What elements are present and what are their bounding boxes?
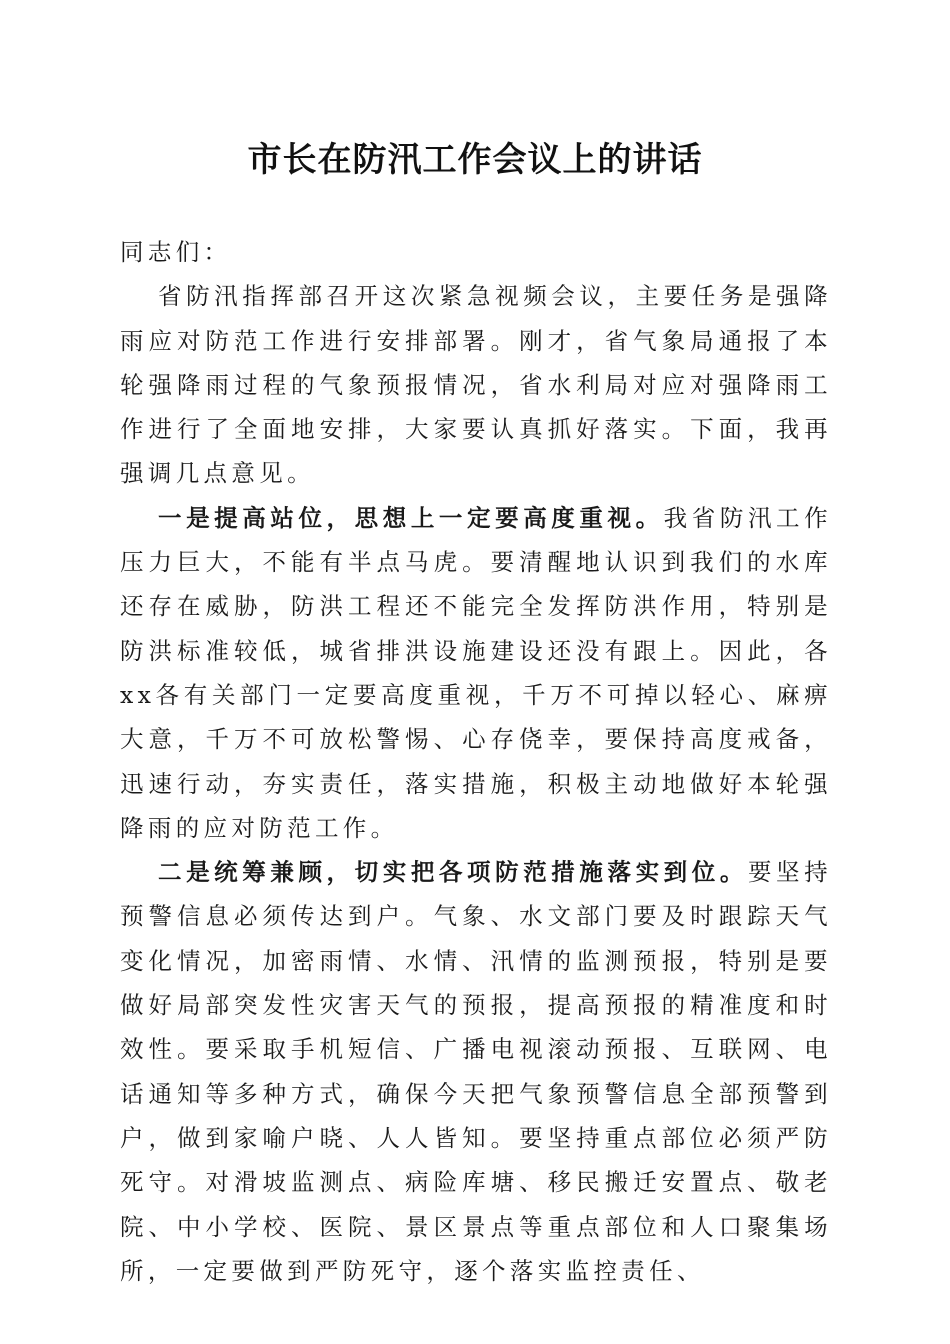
document-title: 市长在防汛工作会议上的讲话 <box>247 140 703 180</box>
paragraph-lead: 一是提高站位，思想上一定要高度重视。 <box>158 503 664 532</box>
paragraph-lead: 二是统筹兼顾，切实把各项防范措施落实到位。 <box>158 858 748 887</box>
paragraph-point-one <box>120 496 832 850</box>
paragraph-intro <box>120 274 832 495</box>
paragraph-point-two <box>120 850 832 1293</box>
paragraph-text: 省防汛指挥部召开这次紧急视频会议，主要任务是强降雨应对防范工作进行安排部署。刚才，省气象局通报了本轮强降雨过程的气象预报情况，省水利局对应对强降雨工作进行了全面地安排，大家要认真抓好落实。下面，我再强调几点意见。 <box>120 282 832 488</box>
paragraph-text: 要坚持预警信息必须传达到户。气象、水文部门要及时跟踪天气变化情况，加密雨情、水情、汛情的监测预报，特别是要做好局部突发性灾害天气的预报，提高预报的精准度和时效性。要采取手机短信、广播电视滚动预报、互联网、电话通知等多种方式，确保今天把气象预警信息全部预警到户，做到家喻户晓、人人皆知。要坚持重点部位必须严防死守。对滑坡监测点、病险库塘、移民搬迁安置点、敬老院、中小学校、医院、景区景点等重点部位和人口聚集场所，一定要做到严防死守，逐个落实监控责任、 <box>120 858 832 1285</box>
document-body <box>120 230 832 1293</box>
salutation: 同志们： <box>120 238 232 266</box>
paragraph-text: 我省防汛工作压力巨大，不能有半点马虎。要清醒地认识到我们的水库还存在威胁，防洪工程还不能完全发挥防洪作用，特别是防洪标准较低，城省排洪设施建设还没有跟上。因此，各xx各有关部门一定要高度重视，千万不可掉以轻心、麻痹大意，千万不可放松警惕、心存侥幸，要保持高度戒备，迅速行动，夯实责任，落实措施，积极主动地做好本轮强降雨的应对防范工作。 <box>120 503 832 842</box>
